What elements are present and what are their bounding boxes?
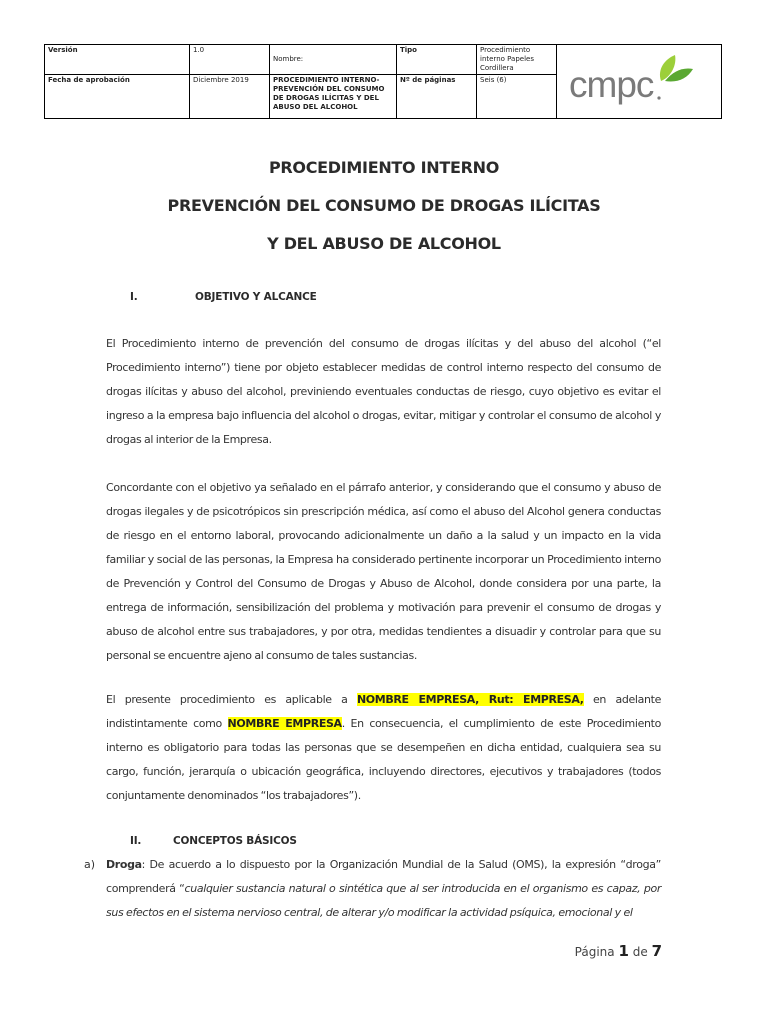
definition-droga [106, 853, 661, 925]
document-header-table [44, 44, 722, 119]
definition-term: Droga [106, 858, 142, 871]
version-value: 1.0 [190, 45, 270, 75]
company-name-placeholder: NOMBRE EMPRESA, Rut: EMPRESA, [356, 693, 584, 706]
scope-text-3: . En consecuencia, el cumplimiento de este Procedimiento interno es obligatorio para todas las personas que se desempeñen en dicha entidad, cualquiera sea su cargo, función, jerarquía o ubicación geográfica, incluyendo directores, ejecutivos y trabajadores (todos conjuntamente denominados “los trabajadores”). [106, 717, 661, 802]
name-label: Nombre: [270, 45, 397, 75]
approval-date-value: Diciembre 2019 [190, 75, 270, 119]
pages-label: Nº de páginas [397, 75, 477, 119]
definition-quote: cualquier sustancia natural o sintética que al ser introducida en el organismo es capaz, por sus efectos en el sistema nervioso central, de alterar y/o modificar la actividad psíquica, emocional y el [106, 882, 662, 919]
scope-text-1: El presente procedimiento es aplicable a [106, 693, 357, 706]
scope-text-2: en adelante indistintamente como [106, 693, 661, 730]
total-pages-number: 7 [651, 942, 662, 960]
company-name-placeholder: NOMBRE EMPRESA [227, 717, 342, 730]
document-title-line3: Y DEL ABUSO DE ALCOHOL [267, 234, 501, 253]
section-2-title: CONCEPTOS BÁSICOS [173, 835, 297, 847]
logo-cell [557, 45, 722, 119]
of-word: de [632, 945, 648, 959]
name-value: PROCEDIMIENTO INTERNO- PREVENCIÓN DEL CONSUMO DE DROGAS ILÍCITAS Y DEL ABUSO DEL ALCOHOL [270, 75, 397, 119]
list-marker-a: a) [84, 858, 96, 871]
document-title-line2: PREVENCIÓN DEL CONSUMO DE DROGAS ILÍCITAS [167, 196, 601, 215]
version-label: Versión [45, 45, 190, 75]
paragraph-objective: El Procedimiento interno de prevención del consumo de drogas ilícitas y del abuso del alcohol (“el Procedimiento interno”) tiene por objeto establecer medidas de control interno respecto del consumo de drogas ilícitas y abuso del alcohol, previniendo eventuales conductas de riesgo, cuyo objetivo es evitar el ingreso a la empresa bajo influencia del alcohol o drogas, evitar, mitigar y controlar el consumo de alcohol y drogas al interior de la Empresa. [106, 337, 661, 446]
cmpc-logo [565, 51, 715, 105]
type-value: Procedimiento interno Papeles Cordillera [477, 45, 557, 75]
section-2-number: II. [130, 835, 142, 847]
section-1-number: I. [130, 291, 138, 303]
paragraph-context: Concordante con el objetivo ya señalado en el párrafo anterior, y considerando que el consumo y abuso de drogas ilegales y de psicotrópicos sin prescripción médica, así como el abuso del Alcohol genera conductas de riesgo en el entorno laboral, provocando adicionalmente un daño a la salud y un impacto en la vida familiar y social de las personas, la Empresa ha considerado pertinente incorporar un Procedimiento interno de Prevención y Control del Consumo de Drogas y Abuso de Alcohol, donde considera por una parte, la entrega de información, sensibilización del problema y motivación para prevenir el consumo de drogas y abuso de alcohol entre sus trabajadores, y por otra, medidas tendientes a disuadir y controlar para que su personal se encuentre ajeno al consumo de tales sustancias. [106, 481, 661, 662]
section-1-title: OBJETIVO Y ALCANCE [195, 291, 317, 303]
definition-text: : De acuerdo a lo dispuesto por la Organización Mundial de la Salud (OMS), la expresión “droga” comprenderá “ [106, 858, 661, 895]
logo-wordmark: cmpc [569, 64, 654, 105]
current-page-number: 1 [618, 942, 629, 960]
page-word: Página [574, 945, 615, 959]
pages-value: Seis (6) [477, 75, 557, 119]
paragraph-scope [106, 688, 661, 808]
approval-date-label: Fecha de aprobación [45, 75, 190, 119]
page-number-footer [575, 942, 662, 960]
type-label: Tipo [397, 45, 477, 75]
document-title-line1: PROCEDIMIENTO INTERNO [268, 158, 500, 177]
